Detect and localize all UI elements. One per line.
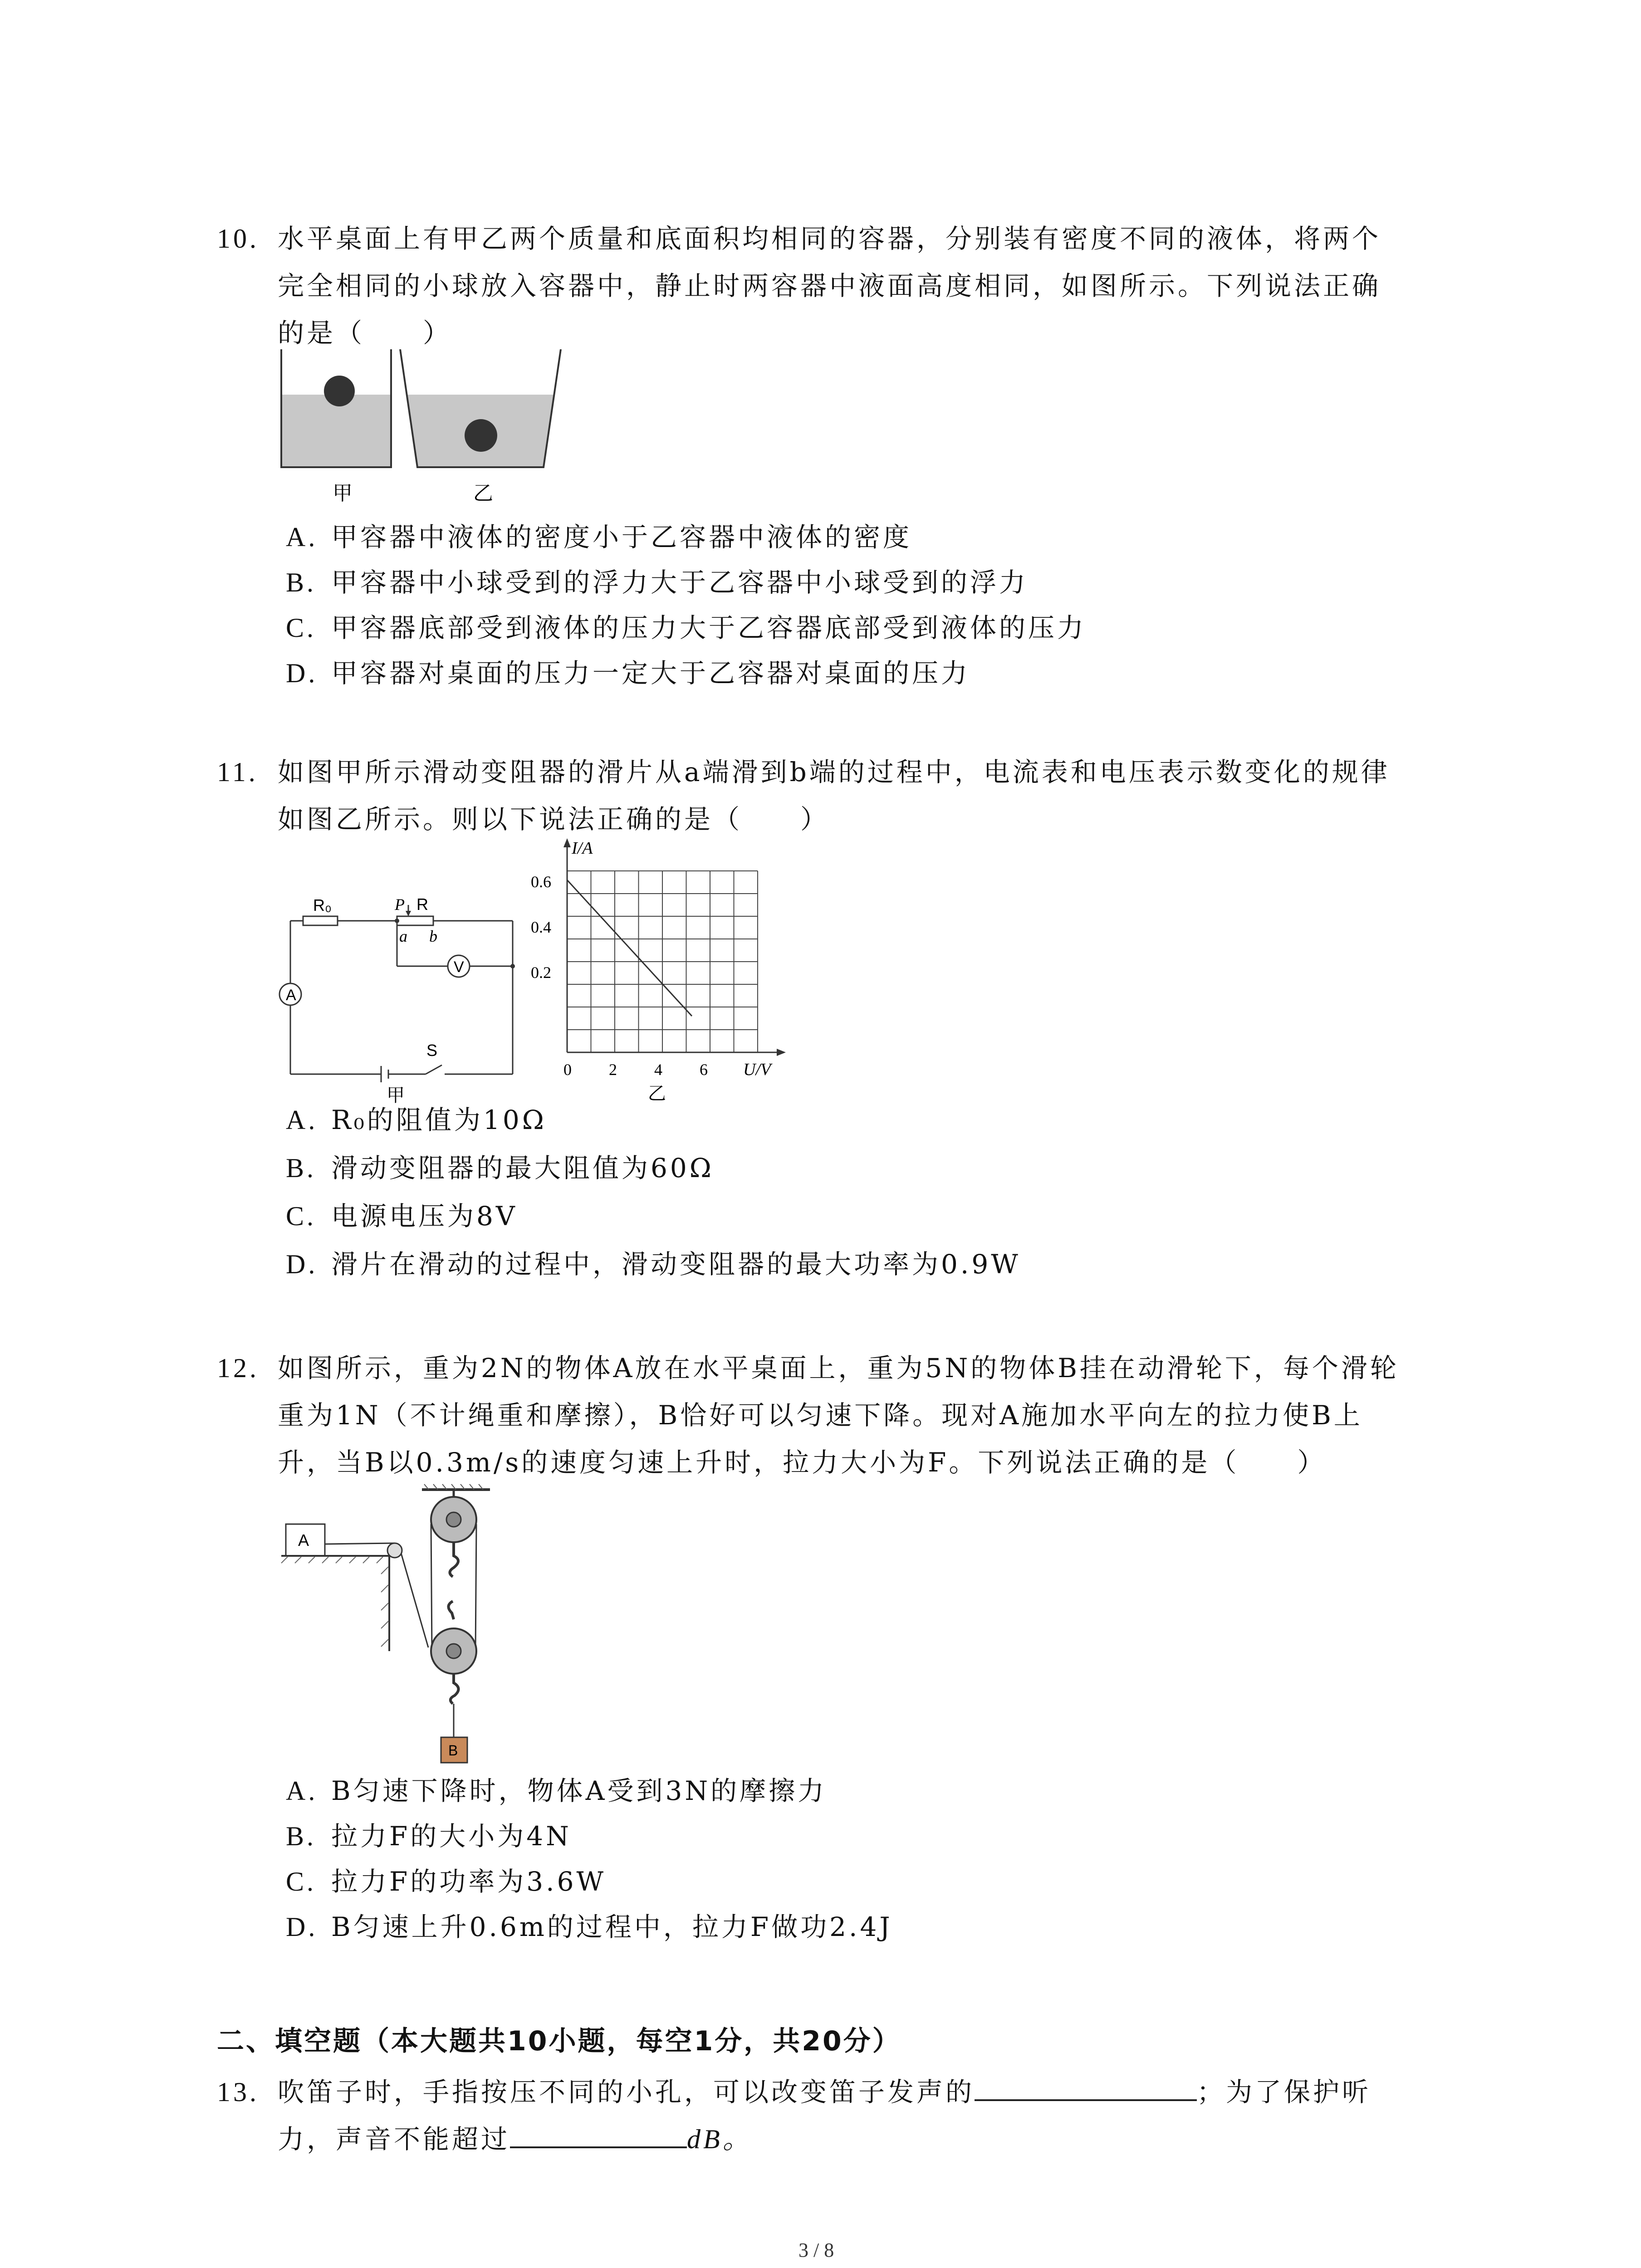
option-c: C. 电源电压为8V (286, 1201, 518, 1232)
y-tick-label: 0.2 (531, 963, 551, 982)
resistor-r0 (303, 916, 338, 925)
question-number: 12. (217, 1353, 259, 1383)
question-text: 吹笛子时，手指按压不同的小孔，可以改变笛子发声的 (278, 2077, 975, 2107)
label-r: R (416, 895, 428, 914)
question-10-options (286, 514, 1086, 696)
question-12-options (286, 1768, 893, 1950)
label-block-b: B (448, 1742, 458, 1759)
label-a: a (399, 927, 407, 945)
y-tick-label: 0.4 (531, 918, 551, 936)
label-block-a: A (298, 1531, 309, 1549)
ball-yi (465, 419, 497, 452)
option-d: D. 滑片在滑动的过程中，滑动变阻器的最大功率为0.9W (286, 1249, 1021, 1280)
question-text-line: 如图甲所示滑动变阻器的滑片从a端滑到b端的过程中，电流表和电压表示数变化的规律 (278, 757, 1390, 787)
question-text: 力，声音不能超过 (278, 2124, 510, 2155)
question-10-text (278, 215, 1381, 357)
question-number: 10. (217, 224, 259, 254)
label-r0: R₀ (313, 896, 332, 914)
question-text-line: 重为1N（不计绳重和摩擦），B恰好可以匀速下降。现对A施加水平向左的拉力使B上 (278, 1400, 1363, 1431)
option-c: C. 拉力F的功率为3.6W (286, 1866, 607, 1897)
containers-figure (272, 349, 581, 522)
containers-diagram (272, 349, 581, 522)
circuit-figure (272, 889, 526, 1107)
ball-jia (324, 376, 355, 406)
option-d: D. B匀速上升0.6m的过程中，拉力F做功2.4J (286, 1911, 893, 1942)
question-number: 11. (217, 757, 258, 787)
option-b: B. 甲容器中小球受到的浮力大于乙容器中小球受到的浮力 (286, 567, 1029, 598)
question-12-text (278, 1344, 1399, 1486)
question-text-line: 升，当B以0.3m/s的速度匀速上升时，拉力大小为F。下列说法正确的是（ ） (278, 1447, 1327, 1478)
rheostat (397, 916, 433, 925)
x-tick-label: 2 (609, 1061, 617, 1079)
y-axis-label: I/A (572, 839, 593, 858)
question-text-line: 如图所示，重为2N的物体A放在水平桌面上，重为5N的物体B挂在动滑轮下，每个滑轮 (278, 1353, 1399, 1383)
option-d: D. 甲容器对桌面的压力一定大于乙容器对桌面的压力 (286, 658, 970, 689)
question-number: 13. (217, 2077, 259, 2107)
answer-blank[interactable] (975, 2099, 1197, 2101)
figure-label-jia: 甲 (333, 482, 353, 505)
question-text-line: 如图乙所示。则以下说法正确的是（ ） (278, 804, 830, 835)
question-text-line: 水平桌面上有甲乙两个质量和底面积均相同的容器，分别装有密度不同的液体，将两个 (278, 223, 1381, 254)
data-line (567, 880, 692, 1016)
circuit-caption: 甲 (387, 1085, 405, 1106)
graph-caption: 乙 (648, 1083, 666, 1102)
pulley-figure (272, 1483, 526, 1774)
question-text: ；为了保护听 (1197, 2077, 1372, 2107)
y-tick-label: 0.6 (531, 873, 551, 891)
voltmeter-label: V (454, 958, 464, 976)
rope (325, 1543, 395, 1544)
x-axis-label: U/V (743, 1060, 771, 1079)
question-11-text (278, 748, 1390, 843)
option-c: C. 甲容器底部受到液体的压力大于乙容器底部受到液体的压力 (286, 612, 1087, 643)
question-11-options (286, 1096, 1021, 1288)
x-tick-label: 4 (654, 1061, 662, 1079)
question-text-line: 完全相同的小球放入容器中，静止时两容器中液面高度相同，如图所示。下列说法正确 (278, 270, 1381, 301)
option-a: A. R₀的阻值为10Ω (286, 1105, 547, 1135)
option-b: B. 滑动变阻器的最大阻值为60Ω (286, 1153, 714, 1183)
iu-graph (526, 835, 798, 1102)
x-tick-label: 6 (700, 1061, 708, 1079)
ammeter-label: A (286, 987, 296, 1004)
x-tick-label: 0 (563, 1061, 572, 1079)
label-p: P (395, 895, 405, 914)
page-number: 3 / 8 (798, 2239, 834, 2261)
option-a: A. 甲容器中液体的密度小于乙容器中液体的密度 (286, 522, 912, 552)
question-text-line: 的是（ ） (278, 318, 452, 348)
option-a: A. B匀速下降时，物体A受到3N的摩擦力 (286, 1775, 827, 1806)
question-13-text (278, 2068, 1371, 2163)
switch-label: S (426, 1041, 438, 1060)
figure-label-yi: 乙 (473, 482, 493, 505)
switch (426, 1065, 442, 1074)
edge-pulley (387, 1543, 402, 1558)
section-title: 二、填空题（本大题共10小题，每空1分，共20分） (217, 2025, 901, 2057)
option-b: B. 拉力F的大小为4N (286, 1821, 572, 1852)
unit-text: dB。 (687, 2124, 753, 2154)
answer-blank[interactable] (510, 2146, 687, 2148)
label-b: b (429, 927, 437, 945)
